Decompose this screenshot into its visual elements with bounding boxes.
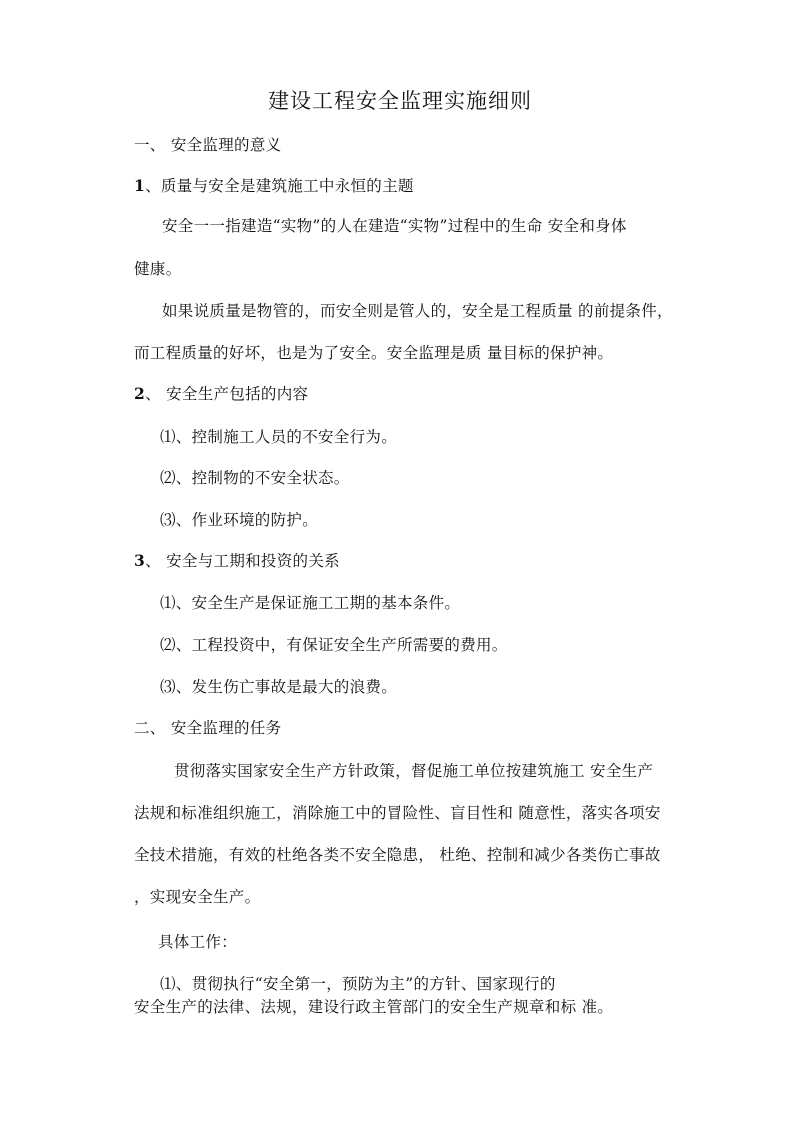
list-item: ⑴、控制施工人员的不安全行为。	[160, 428, 398, 446]
subsection-title: 、 安全生产包括的内容	[145, 385, 309, 403]
document-title: 建设工程安全监理实施细则	[268, 89, 532, 113]
list-item: ⑵、控制物的不安全状态。	[160, 469, 350, 487]
paragraph-line: 贯彻落实国家安全生产方针政策，督促施工单位按建筑施工 安全生产	[174, 762, 654, 780]
subsection-title: 、 安全与工期和投资的关系	[145, 552, 340, 570]
subsection-number: 2	[134, 384, 146, 403]
paragraph-line: 如果说质量是物管的，而安全则是管人的，安全是工程质量 的前提条件，	[162, 302, 673, 320]
section-heading-1: 一、 安全监理的意义	[134, 136, 282, 154]
paragraph-line: 安全一一指建造“实物”的人在建造“实物”过程中的生命 安全和身体	[162, 217, 627, 235]
paragraph-line: 全技术措施，有效的杜绝各类不安全隐患， 杜绝、控制和减少各类伤亡事故	[134, 846, 661, 864]
paragraph-line: 健康。	[134, 260, 182, 278]
list-item: ⑴、安全生产是保证施工工期的基本条件。	[160, 594, 461, 612]
paragraph-line: 而工程质量的好坏，也是为了安全。安全监理是质 量目标的保护神。	[134, 344, 614, 362]
list-item: ⑵、工程投资中，有保证安全生产所需要的费用。	[160, 636, 508, 654]
subsection-heading-3	[134, 550, 340, 572]
section-heading-2: 二、 安全监理的任务	[134, 719, 282, 737]
paragraph-line: ，实现安全生产。	[134, 888, 261, 906]
subsection-number: 1	[134, 176, 146, 195]
subsection-title: 、质量与安全是建筑施工中永恒的主题	[145, 177, 414, 195]
list-item: ⑴、贯彻执行“安全第一，预防为主”的方针、国家现行的	[160, 975, 556, 993]
work-heading: 具体工作：	[158, 933, 238, 951]
list-item: ⑶、作业环境的防护。	[160, 511, 319, 529]
list-item-continuation: 安全生产的法律、法规，建设行政主管部门的安全生产规章和标 准。	[134, 998, 614, 1016]
subsection-heading-1	[134, 175, 414, 197]
subsection-number: 3	[134, 551, 146, 570]
subsection-heading-2	[134, 383, 308, 405]
list-item: ⑶、发生伤亡事故是最大的浪费。	[160, 678, 398, 696]
paragraph-line: 法规和标准组织施工，消除施工中的冒险性、盲目性和 随意性，落实各项安	[134, 804, 661, 822]
